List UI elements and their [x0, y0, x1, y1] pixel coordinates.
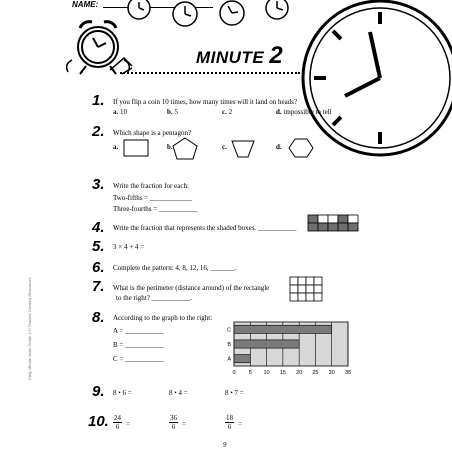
grid-cell	[298, 277, 306, 285]
rectangle-shape	[124, 140, 148, 156]
q2-option-b[interactable]: b.	[167, 143, 173, 151]
bar-a	[234, 355, 250, 363]
question-7-text: What is the perimeter (distance around) of the rectangle	[113, 284, 270, 292]
q1-option-b[interactable]: b. 5	[167, 108, 178, 116]
grid-cell	[314, 293, 322, 301]
q1-option-c[interactable]: c. 2	[222, 108, 233, 116]
trapezoid-shape	[232, 141, 254, 157]
grid-cell	[306, 277, 314, 285]
grid-cell	[348, 223, 358, 231]
x-tick-label: 15	[279, 370, 286, 376]
grid-cell	[338, 223, 348, 231]
question-1-text: If you flip a coin 10 times, how many times will it land on heads?	[113, 98, 298, 106]
question-number-2: 2.	[92, 123, 105, 140]
title-word: MINUTE	[196, 48, 265, 67]
question-4-text: Write the fraction that represents the shaded boxes. ___________	[113, 224, 297, 232]
category-label: A	[227, 356, 231, 363]
bar-c	[234, 325, 332, 333]
question-5-text: 3 × 4 + 4 =	[113, 243, 145, 251]
question-number-4: 4.	[92, 219, 105, 236]
q3-three-fourths-line[interactable]: Three-fourths = ___________	[113, 205, 198, 213]
x-tick-label: 35	[344, 370, 352, 376]
x-tick-label: 5	[248, 370, 252, 376]
category-label: B	[227, 342, 231, 348]
small-clock-icon	[266, 0, 288, 19]
grid-cell	[314, 277, 322, 285]
grid-cell	[338, 215, 348, 223]
question-3-text: Write the fraction for each:	[113, 182, 189, 190]
x-tick-label: 30	[328, 370, 335, 376]
q2-option-d[interactable]: d.	[276, 143, 282, 151]
alarm-clock-icon	[67, 22, 130, 74]
grid-cell	[328, 223, 338, 231]
grid-cell	[298, 293, 306, 301]
small-clock-icon	[128, 0, 150, 19]
question-7-text-cont[interactable]: to the right? ___________.	[116, 294, 192, 302]
q9-item-3: 8 • 7 =	[225, 389, 244, 397]
small-clock-icon	[173, 2, 197, 26]
grid-cell	[328, 215, 338, 223]
question-number-1: 1.	[92, 92, 105, 109]
grid-cell	[348, 215, 358, 223]
question-number-8: 8.	[92, 309, 105, 326]
bar-graph	[222, 318, 352, 380]
title-number: 2	[269, 42, 284, 69]
q10-item-2: $\frac{36}{6}$ =	[170, 413, 186, 431]
grid-cell	[306, 285, 314, 293]
side-credit: Daily Minute Math Grade 4 © Teacher Created Resources	[27, 277, 32, 380]
q1-option-d[interactable]: d. impossible to tell	[276, 108, 332, 116]
page-number: 9	[223, 441, 227, 449]
grid-cell	[290, 285, 298, 293]
grid-cell	[298, 285, 306, 293]
question-number-7: 7.	[92, 278, 105, 295]
x-tick-label: 10	[263, 370, 270, 376]
question-number-3: 3.	[92, 176, 105, 193]
q2-option-a[interactable]: a.	[113, 143, 119, 151]
grid-cell	[318, 215, 328, 223]
q2-option-c[interactable]: c.	[222, 143, 227, 151]
hexagon-shape	[289, 139, 313, 157]
x-tick-label: 20	[296, 370, 303, 376]
q4-shaded-grid	[307, 214, 363, 234]
grid-cell	[308, 215, 318, 223]
large-clock-face-icon	[303, 1, 452, 155]
question-number-9: 9.	[92, 383, 105, 400]
grid-cell	[290, 293, 298, 301]
grid-cell	[306, 293, 314, 301]
q10-item-3: $\frac{18}{6}$ =	[226, 413, 242, 431]
question-8-text: According to the graph to the right:	[113, 314, 213, 322]
q8-answer-a[interactable]: A = ___________	[113, 327, 164, 335]
question-number-5: 5.	[92, 238, 105, 255]
question-number-6: 6.	[92, 259, 105, 276]
q8-answer-c[interactable]: C = ___________	[113, 355, 164, 363]
q7-rectangle-grid	[289, 276, 329, 306]
grid-cell	[308, 223, 318, 231]
q8-answer-b[interactable]: B = ___________	[113, 341, 164, 349]
q1-option-a[interactable]: a. 10	[113, 108, 127, 116]
grid-cell	[290, 277, 298, 285]
q3-two-fifths-line[interactable]: Two-fifths = ____________	[113, 194, 192, 202]
name-label: NAME:	[72, 0, 99, 9]
question-2-text: Which shape is a pentagon?	[113, 129, 192, 137]
grid-cell	[318, 223, 328, 231]
question-6-text: Complete the pattern: 4, 8, 12, 16, _______.	[113, 264, 237, 272]
category-label: C	[227, 327, 231, 334]
grid-cell	[314, 285, 322, 293]
q10-item-1: $\frac{24}{6}$ =	[114, 413, 130, 431]
pentagon-shape	[173, 138, 197, 159]
page-title	[196, 42, 283, 70]
small-clock-icon	[220, 1, 244, 25]
q9-item-1: 8 • 6 =	[113, 389, 132, 397]
title-dotted-rule	[120, 72, 300, 74]
question-number-10: 10.	[88, 413, 109, 430]
shape-options	[120, 135, 320, 165]
x-tick-label: 25	[312, 370, 319, 376]
x-tick-label: 0	[232, 370, 236, 376]
bar-b	[234, 340, 299, 348]
q9-item-2: 8 • 4 =	[169, 389, 188, 397]
